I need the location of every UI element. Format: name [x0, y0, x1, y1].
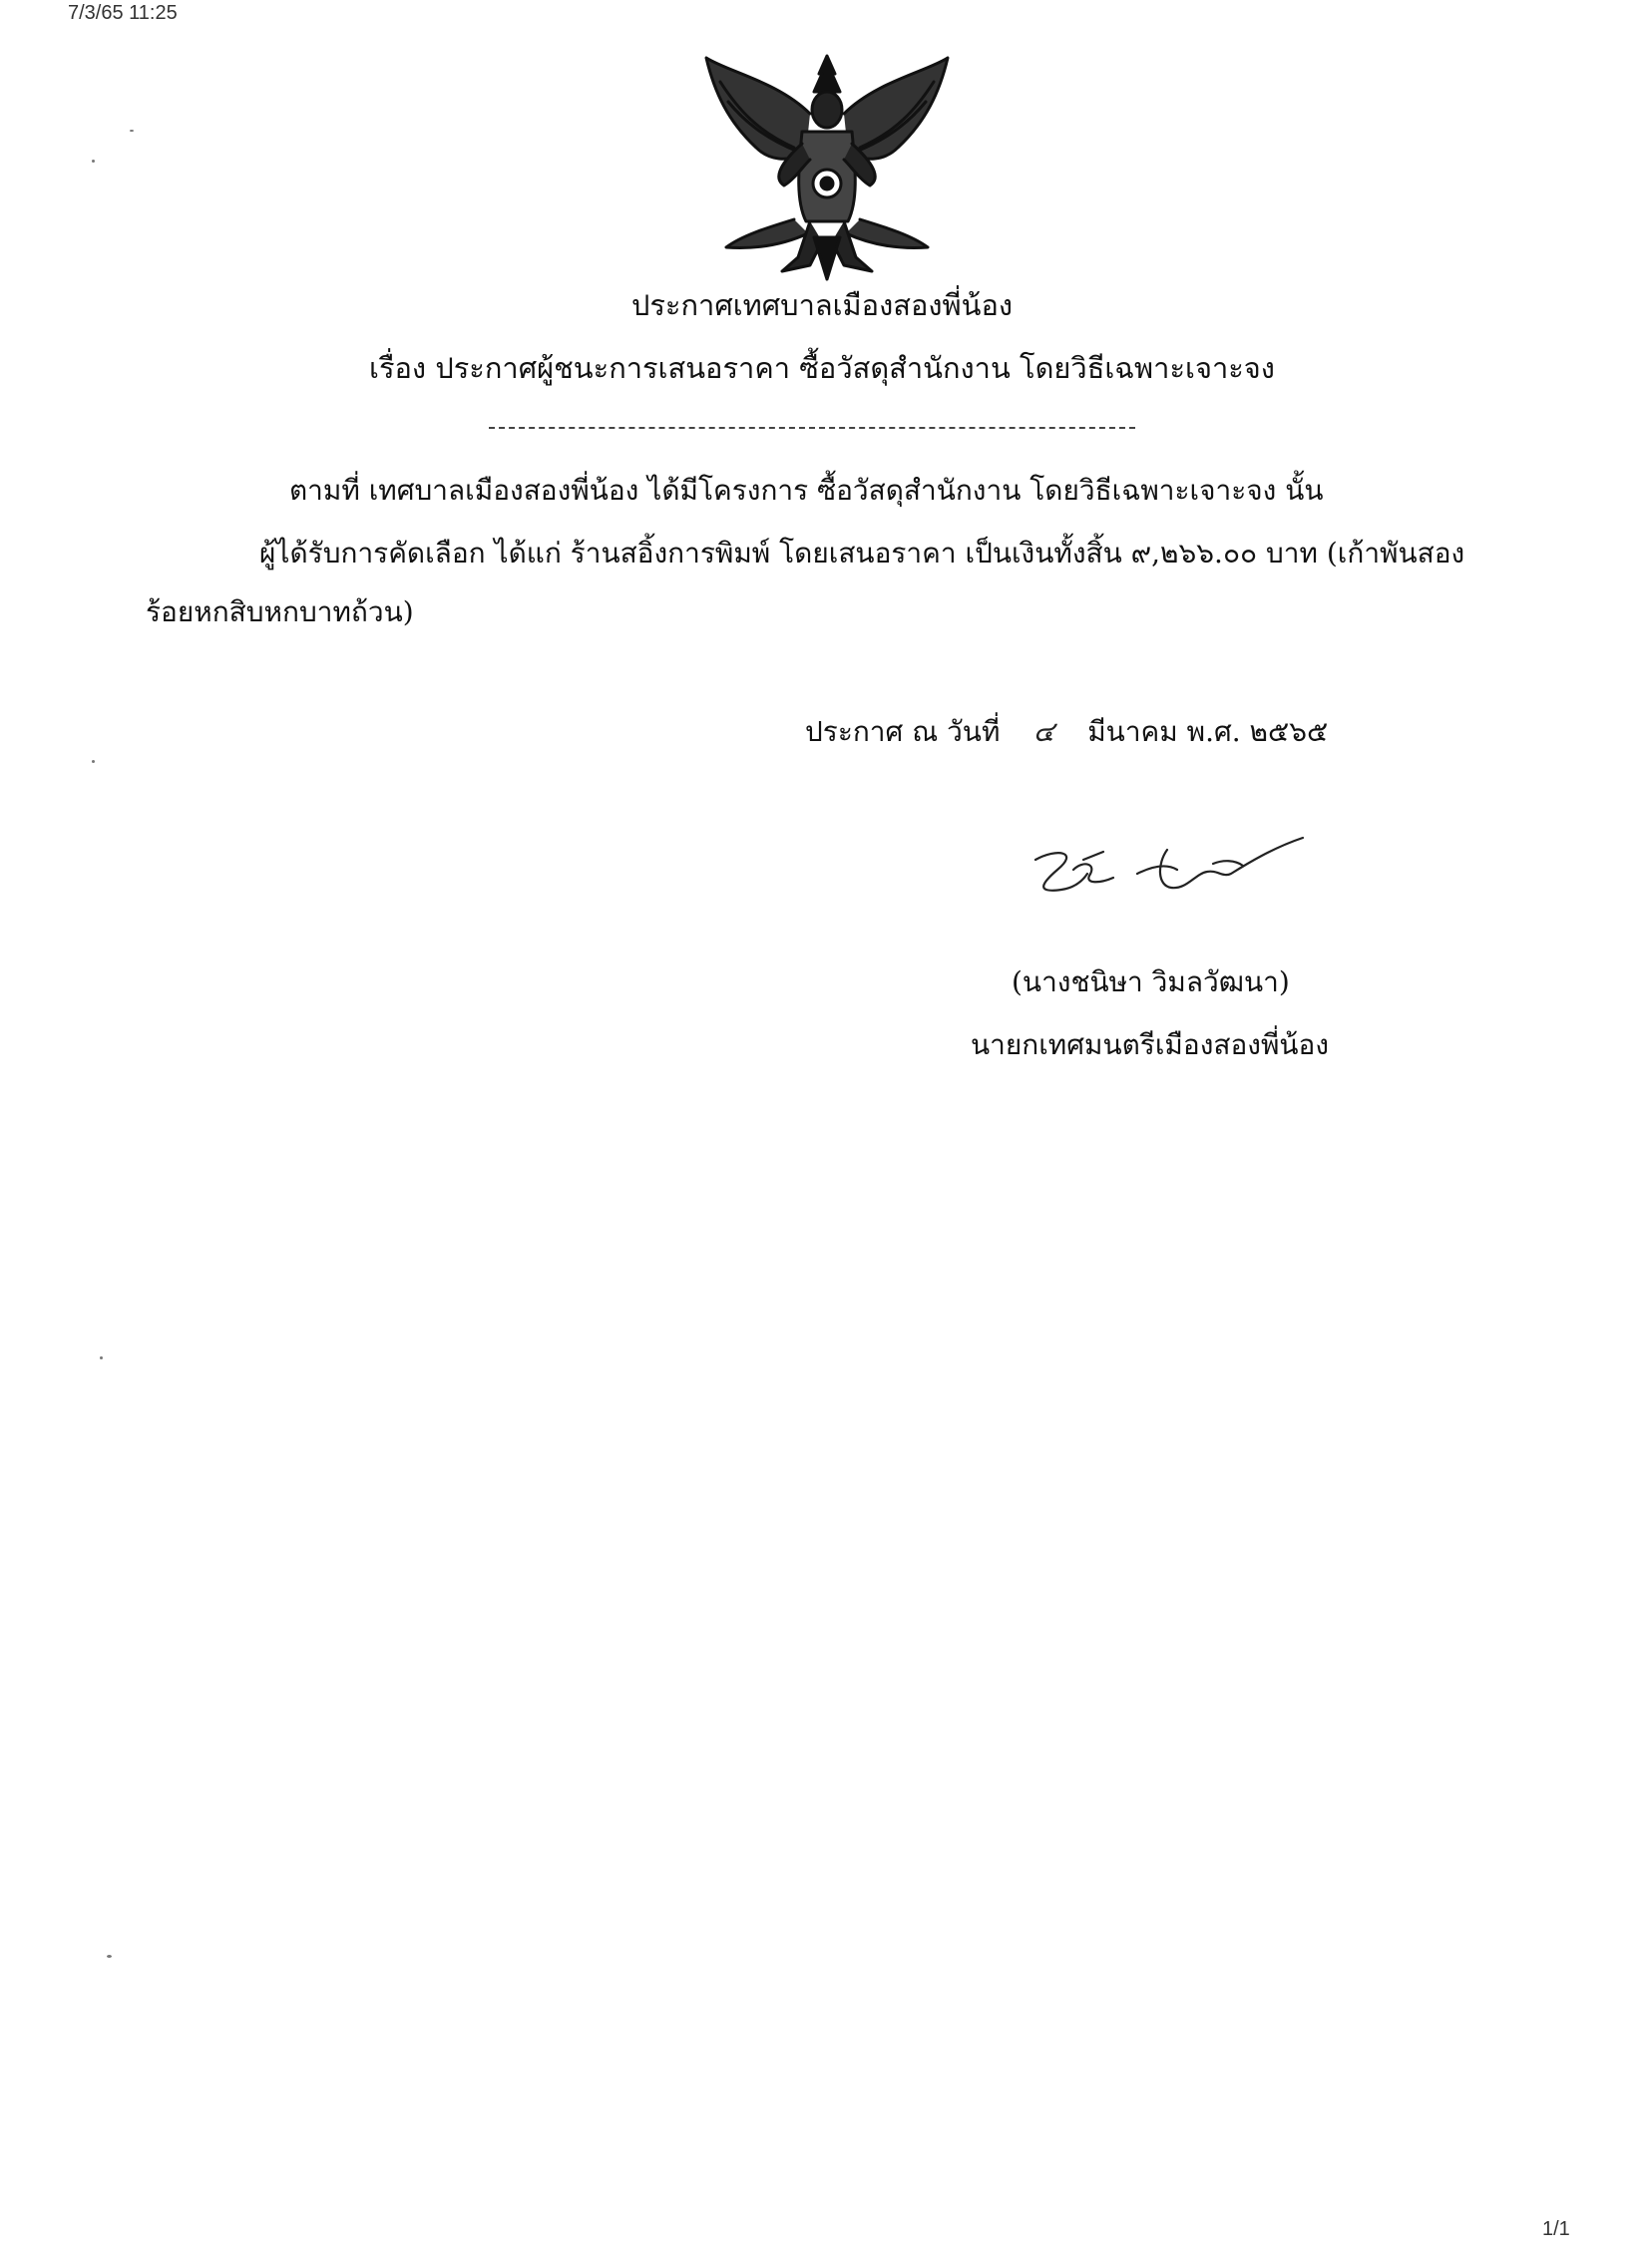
dashed-divider — [489, 427, 1135, 429]
garuda-emblem-icon — [698, 52, 956, 283]
signatory-position: นายกเทศมนตรีเมืองสองพี่น้อง — [971, 1028, 1330, 1061]
scan-speck — [107, 1955, 112, 1958]
announcement-paragraph-2-line-1: ผู้ได้รับการคัดเลือก ได้แก่ ร้านสอิ้งการพิมพ์ โดยเสนอราคา เป็นเงินทั้งสิ้น ๙,๒๖๖.๐๐ บาท (เก้าพันสอง — [259, 537, 1465, 569]
announcement-date — [805, 715, 1329, 748]
announcement-subject: เรื่อง ประกาศผู้ชนะการเสนอราคา ซื้อวัสดุสำนักงาน โดยวิธีเฉพาะเจาะจง — [369, 351, 1275, 385]
scan-speck — [100, 1356, 103, 1359]
print-timestamp: 7/3/65 11:25 — [68, 2, 178, 24]
scan-speck — [130, 130, 134, 132]
announcement-paragraph-2-line-2: ร้อยหกสิบหกบาทถ้วน) — [146, 595, 414, 628]
date-month-year: มีนาคม พ.ศ. ๒๕๖๕ — [1087, 715, 1329, 748]
page-number: 1/1 — [1542, 2218, 1570, 2240]
announcement-paragraph-1: ตามที่ เทศบาลเมืองสองพี่น้อง ได้มีโครงการ ซื้อวัสดุสำนักงาน โดยวิธีเฉพาะเจาะจง นั้น — [289, 474, 1324, 507]
announcement-title: ประกาศเทศบาลเมืองสองพี่น้อง — [630, 288, 1014, 322]
date-prefix: ประกาศ ณ วันที่ — [805, 715, 1001, 748]
handwritten-signature-icon — [1018, 830, 1317, 910]
scan-speck — [92, 160, 95, 163]
scan-speck — [92, 760, 95, 763]
date-day-handwritten: ๔ — [1032, 715, 1054, 748]
signatory-name: (นางชนิษา วิมลวัฒนา) — [1012, 965, 1290, 998]
